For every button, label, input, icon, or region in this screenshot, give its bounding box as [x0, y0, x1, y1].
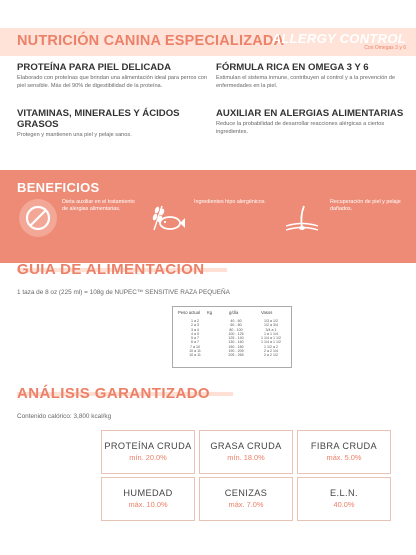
feature-omega — [216, 62, 406, 91]
table-cell: 190 - 205 — [228, 349, 244, 354]
table-cell: 2 a 2 1/4 — [264, 349, 278, 354]
feature-title: VITAMINAS, MINERALES Y ÁCIDOS GRASOS — [17, 108, 180, 130]
no-symbol-icon — [18, 198, 58, 238]
feature-allergy — [216, 108, 406, 137]
analysis-value: máx. 7.0% — [228, 500, 264, 509]
table-cell: 1/3 a 1/2 — [264, 319, 278, 323]
wheat-fish-icon — [146, 198, 186, 238]
table-cell: 130 - 160 — [228, 340, 244, 345]
table-cell: 3 a 4 — [191, 327, 199, 332]
table-cell: 3/4 a 1 — [265, 327, 277, 332]
table-cell: 125 - 140 — [228, 336, 244, 341]
feature-text: Elaborado con proteínas que brindan una alimentación ideal para perros con piel sensible. Más del 90% de digestibilidad de la proteína. — [17, 75, 208, 89]
table-cell: 205 - 265 — [228, 353, 244, 358]
table-cell: 7 a 10 — [190, 344, 200, 349]
brand-logo — [272, 31, 406, 51]
analysis-label: GRASA CRUDA — [210, 441, 282, 451]
table-cell: 1 1/2 a 2 — [264, 344, 278, 349]
analysis-value: máx. 10.0% — [128, 500, 168, 509]
table-cell: 6 a 7 — [191, 340, 199, 345]
analysis-title: ANÁLISIS GARANTIZADO — [17, 385, 210, 402]
table-header-kg: Kg — [207, 310, 213, 315]
table-cell: 1 1/4 a 1 1/2 — [261, 336, 281, 341]
table-cell: 1 a 1 1/4 — [264, 331, 278, 336]
benefit-text: Recuperación de piel y pelaje dañados. — [330, 199, 401, 213]
feature-title: AUXILIAR EN ALERGIAS ALIMENTARIAS — [216, 108, 404, 119]
skin-hair-icon — [282, 198, 322, 238]
analysis-box-fiber — [297, 430, 391, 474]
feeding-note: 1 taza de 8 oz (225 ml) = 108g de NUPEC™ SENSITIVE RAZA PEQUEÑA — [17, 289, 230, 296]
feature-text: Reduce la probabilidad de desarrollar reacciones alérgicas a ciertos ingredientes. — [216, 121, 385, 135]
table-column-cups — [257, 319, 285, 358]
brand-name: ALLERGY CONTROL — [271, 31, 406, 46]
feature-protein — [17, 62, 207, 91]
feature-title: PROTEÍNA PARA PIEL DELICADA — [17, 62, 172, 73]
feeding-table — [172, 306, 292, 368]
table-cell: 60 - 80 — [230, 323, 242, 328]
brand-subtitle: Con Omegas 3 y 6 — [364, 45, 406, 51]
feature-text: Estimulan el sistema inmune, contribuyen al control y a la prevención de enfermedades en la piel. — [216, 75, 396, 89]
table-cell: 1/2 a 3/4 — [264, 323, 278, 328]
analysis-value: mín. 18.0% — [227, 453, 265, 462]
analysis-box-protein — [101, 430, 195, 474]
feature-vitamins — [17, 108, 207, 140]
calorie-content: Contenido calórico: 3,800 kcal/kg — [17, 413, 112, 420]
table-cell: 4 a 5 — [191, 331, 199, 336]
table-cell: 2 a 2 1/2 — [264, 353, 278, 358]
benefit-text: Ingredientes hipo alergénicos. — [194, 199, 266, 205]
table-cell: 10 a 11 — [189, 353, 201, 358]
table-cell: 1 1/4 a 1 1/2 — [261, 340, 281, 345]
analysis-box-fat — [199, 430, 293, 474]
table-header-grams: g/día — [229, 310, 239, 315]
table-cell: 150 - 180 — [228, 344, 244, 349]
table-column-weight — [187, 319, 203, 358]
analysis-box-moisture — [101, 477, 195, 521]
feature-text: Protegen y mantienen una piel y pelaje sanos. — [17, 132, 132, 138]
page-title: NUTRICIÓN CANINA ESPECIALIZADA — [17, 33, 285, 49]
table-cell: 40 - 60 — [230, 319, 242, 323]
feature-title: FÓRMULA RICA EN OMEGA 3 Y 6 — [216, 62, 369, 73]
feeding-title: GUÍA DE ALIMENTACIÓN — [17, 261, 205, 278]
table-header-cups: Vasos — [261, 310, 273, 315]
analysis-label: HUMEDAD — [123, 488, 173, 498]
benefit-text: Dieta auxiliar en el tratamiento de alergias alimentarias. — [62, 199, 135, 213]
analysis-value: mín. 20.0% — [129, 453, 167, 462]
analysis-label: CENIZAS — [224, 488, 268, 498]
table-column-grams — [225, 319, 247, 358]
analysis-label: E.L.N. — [330, 488, 358, 498]
analysis-label: PROTEÍNA CRUDA — [104, 441, 192, 451]
table-cell: 10 a 11 — [189, 349, 201, 354]
table-cell: 1 a 2 — [191, 319, 199, 323]
analysis-value: máx. 5.0% — [326, 453, 362, 462]
table-cell: 2 a 3 — [191, 323, 199, 328]
analysis-value: 40.0% — [333, 500, 355, 509]
table-cell: 100 - 125 — [228, 331, 244, 336]
analysis-label: FIBRA CRUDA — [310, 441, 378, 451]
benefits-title: BENEFICIOS — [17, 180, 100, 195]
table-cell: 80 - 100 — [229, 327, 243, 332]
table-header-weight: Peso actual — [178, 310, 200, 315]
analysis-box-eln — [297, 477, 391, 521]
table-cell: 5 a 7 — [191, 336, 199, 341]
analysis-box-ash — [199, 477, 293, 521]
